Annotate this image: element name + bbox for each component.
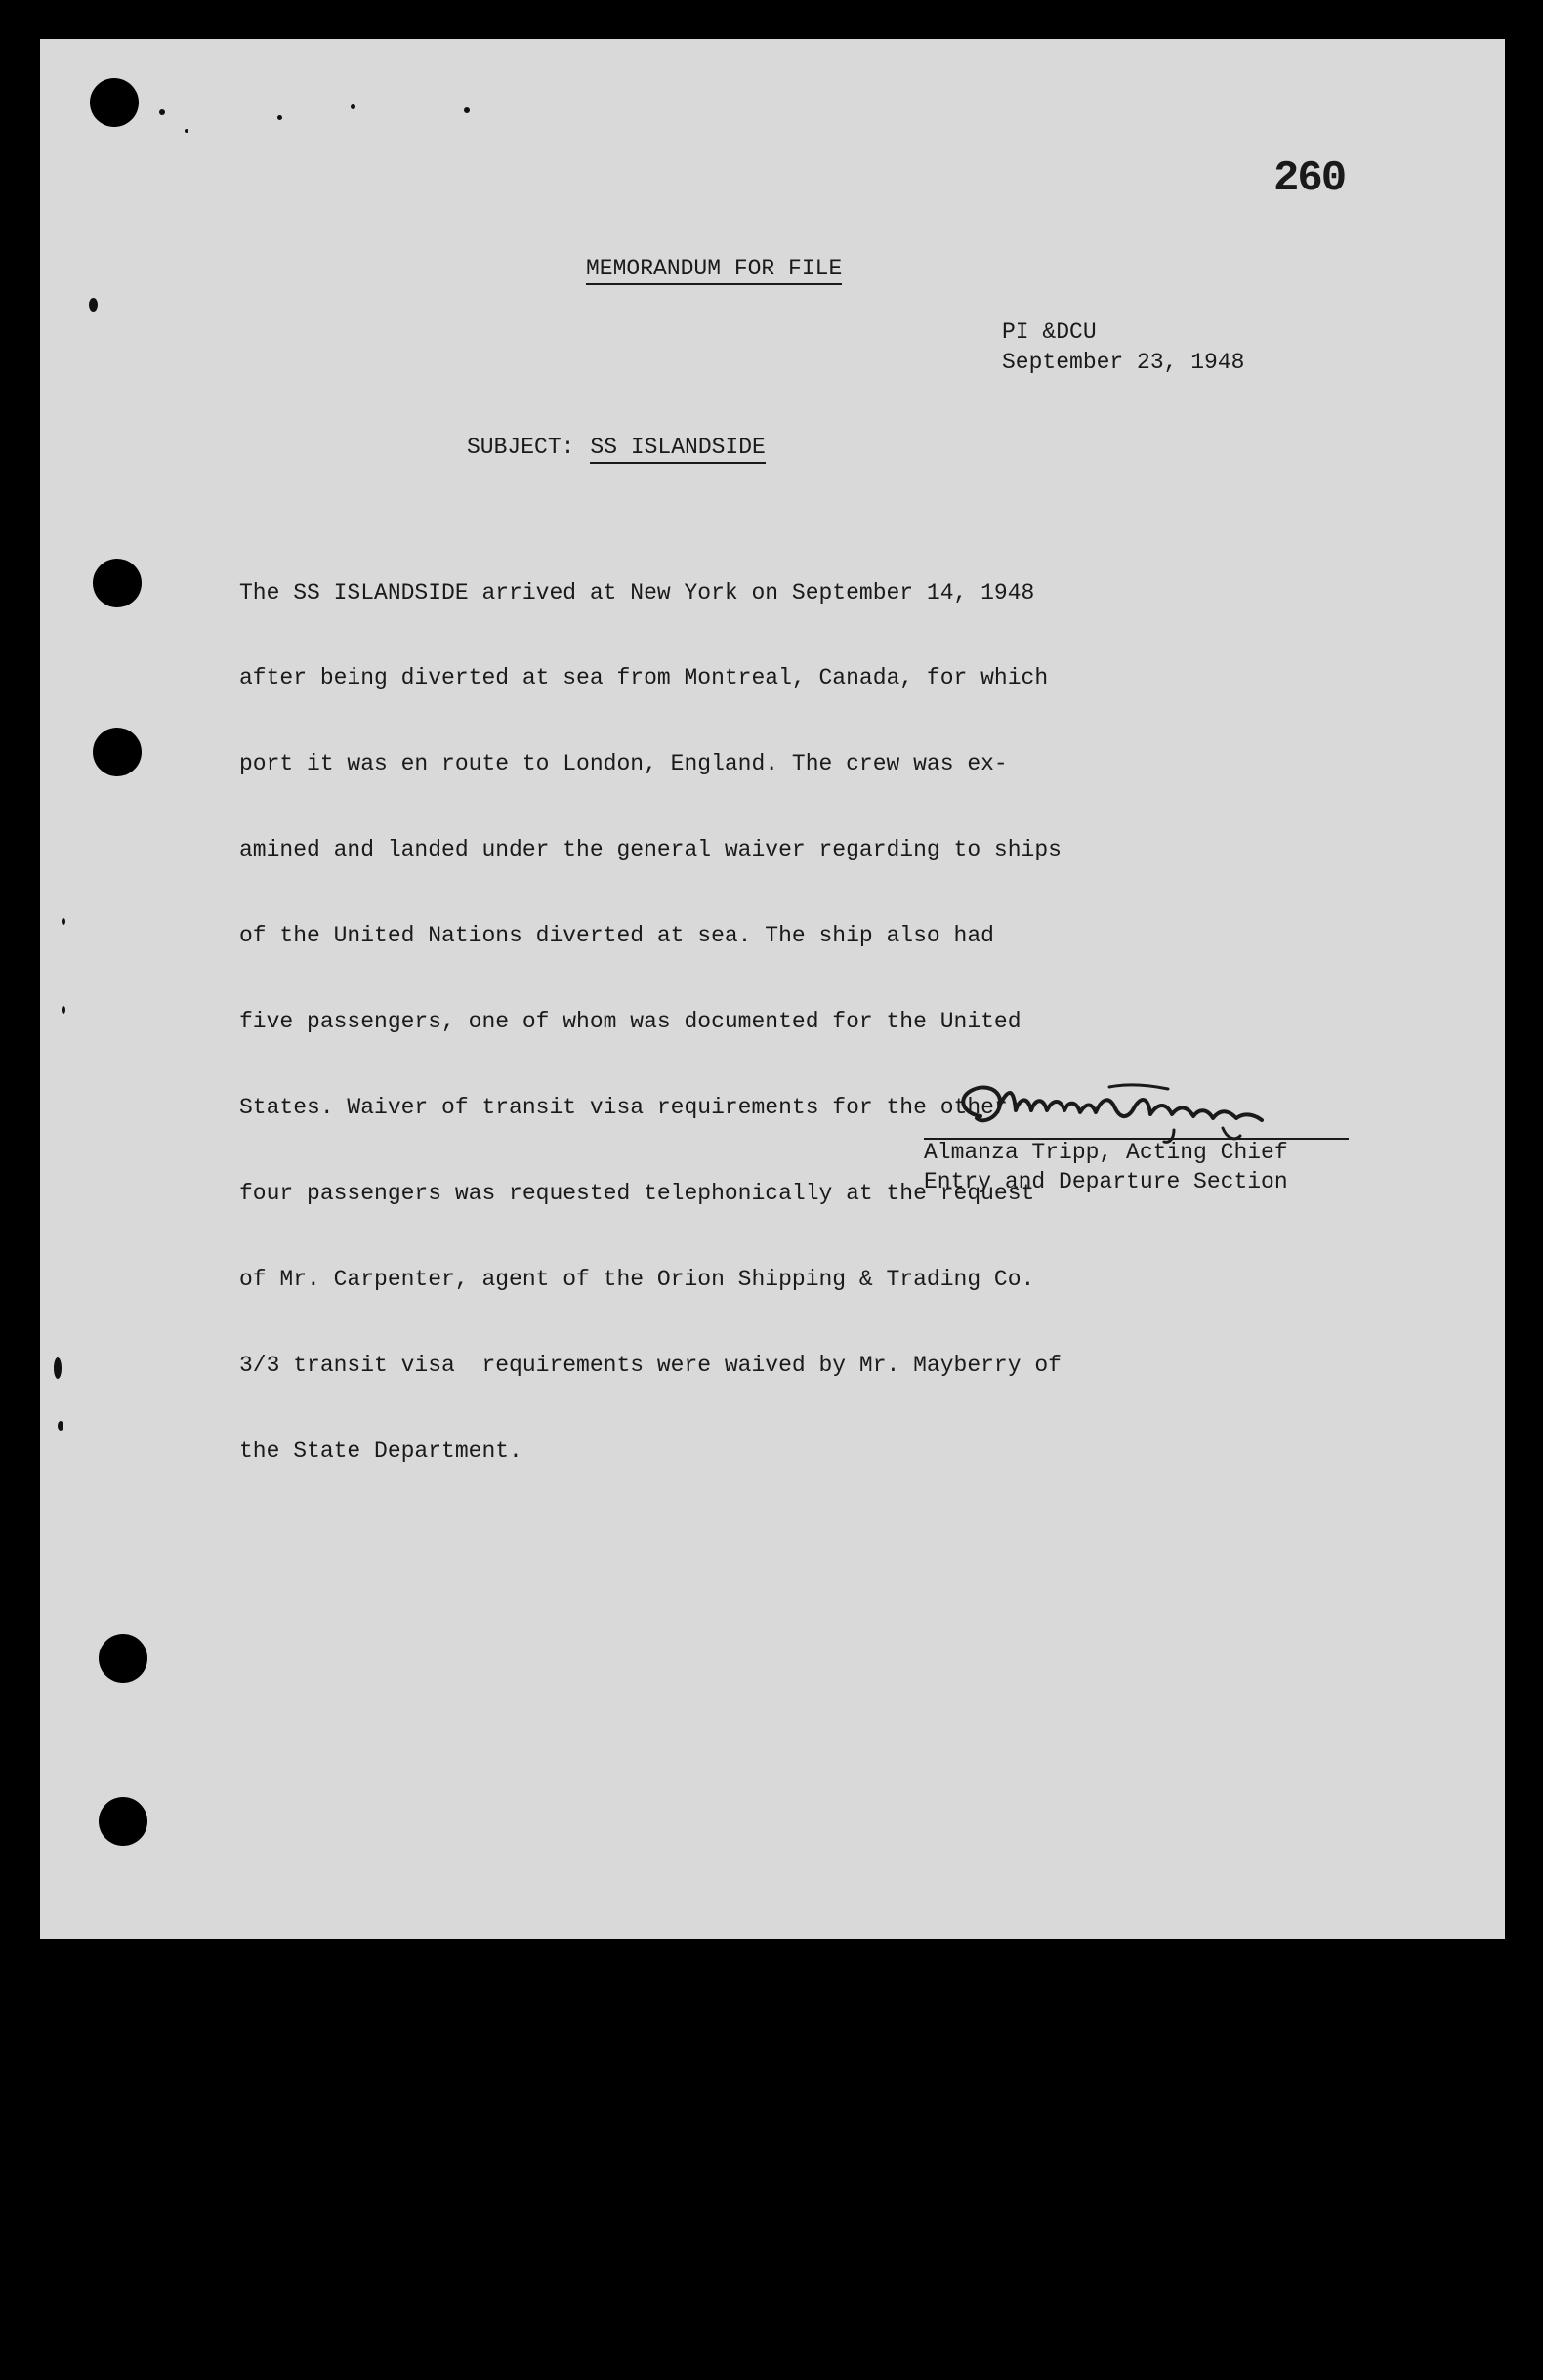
scan-speck <box>62 918 65 925</box>
page-number: 260 <box>1273 154 1346 203</box>
binder-hole-2 <box>93 559 142 607</box>
scan-speck <box>277 115 282 120</box>
body-line: after being diverted at sea from Montreal, Canada, for which <box>239 665 1049 691</box>
binder-hole-1 <box>90 78 139 127</box>
body-line: amined and landed under the general waiver regarding to ships <box>239 837 1062 863</box>
memo-body <box>239 522 1216 1523</box>
binder-hole-3 <box>93 728 142 776</box>
memo-date: September 23, 1948 <box>1002 350 1245 375</box>
scan-speck <box>464 107 470 113</box>
binder-hole-5 <box>99 1797 147 1846</box>
scan-speck <box>185 129 188 133</box>
memo-title: MEMORANDUM FOR FILE <box>586 256 842 285</box>
scan-speck <box>58 1421 63 1431</box>
scan-speck <box>351 104 355 109</box>
subject-value: SS ISLANDSIDE <box>590 435 765 464</box>
office-date-block <box>1002 317 1244 378</box>
body-line: four passengers was requested telephonically at the request <box>239 1180 1035 1206</box>
scan-speck <box>159 109 165 115</box>
body-line: of the United Nations diverted at sea. The ship also had <box>239 923 994 949</box>
body-line: port it was en route to London, England. The crew was ex- <box>239 751 1008 777</box>
scan-speck <box>62 1006 65 1014</box>
body-line: the State Department. <box>239 1438 522 1464</box>
scan-speck <box>89 298 98 312</box>
subject-label: SUBJECT: <box>467 435 575 460</box>
signer-name-title: Almanza Tripp, Acting Chief <box>924 1140 1288 1165</box>
signer-section: Entry and Departure Section <box>924 1169 1288 1194</box>
handwritten-signature <box>943 1060 1295 1148</box>
body-line: five passengers, one of whom was documented for the United <box>239 1009 1022 1035</box>
binder-hole-4 <box>99 1634 147 1683</box>
office-code: PI &DCU <box>1002 319 1097 345</box>
signature-block <box>924 1060 1373 1216</box>
body-line: of Mr. Carpenter, agent of the Orion Shipping & Trading Co. <box>239 1266 1035 1292</box>
memo-page <box>40 39 1505 1939</box>
subject-line <box>467 435 766 460</box>
body-line: States. Waiver of transit visa requirements for the other <box>239 1094 1008 1120</box>
body-line: 3/3 transit visa requirements were waived by Mr. Mayberry of <box>239 1352 1062 1378</box>
body-line: The SS ISLANDSIDE arrived at New York on September 14, 1948 <box>239 579 1035 605</box>
scan-speck <box>54 1357 62 1379</box>
